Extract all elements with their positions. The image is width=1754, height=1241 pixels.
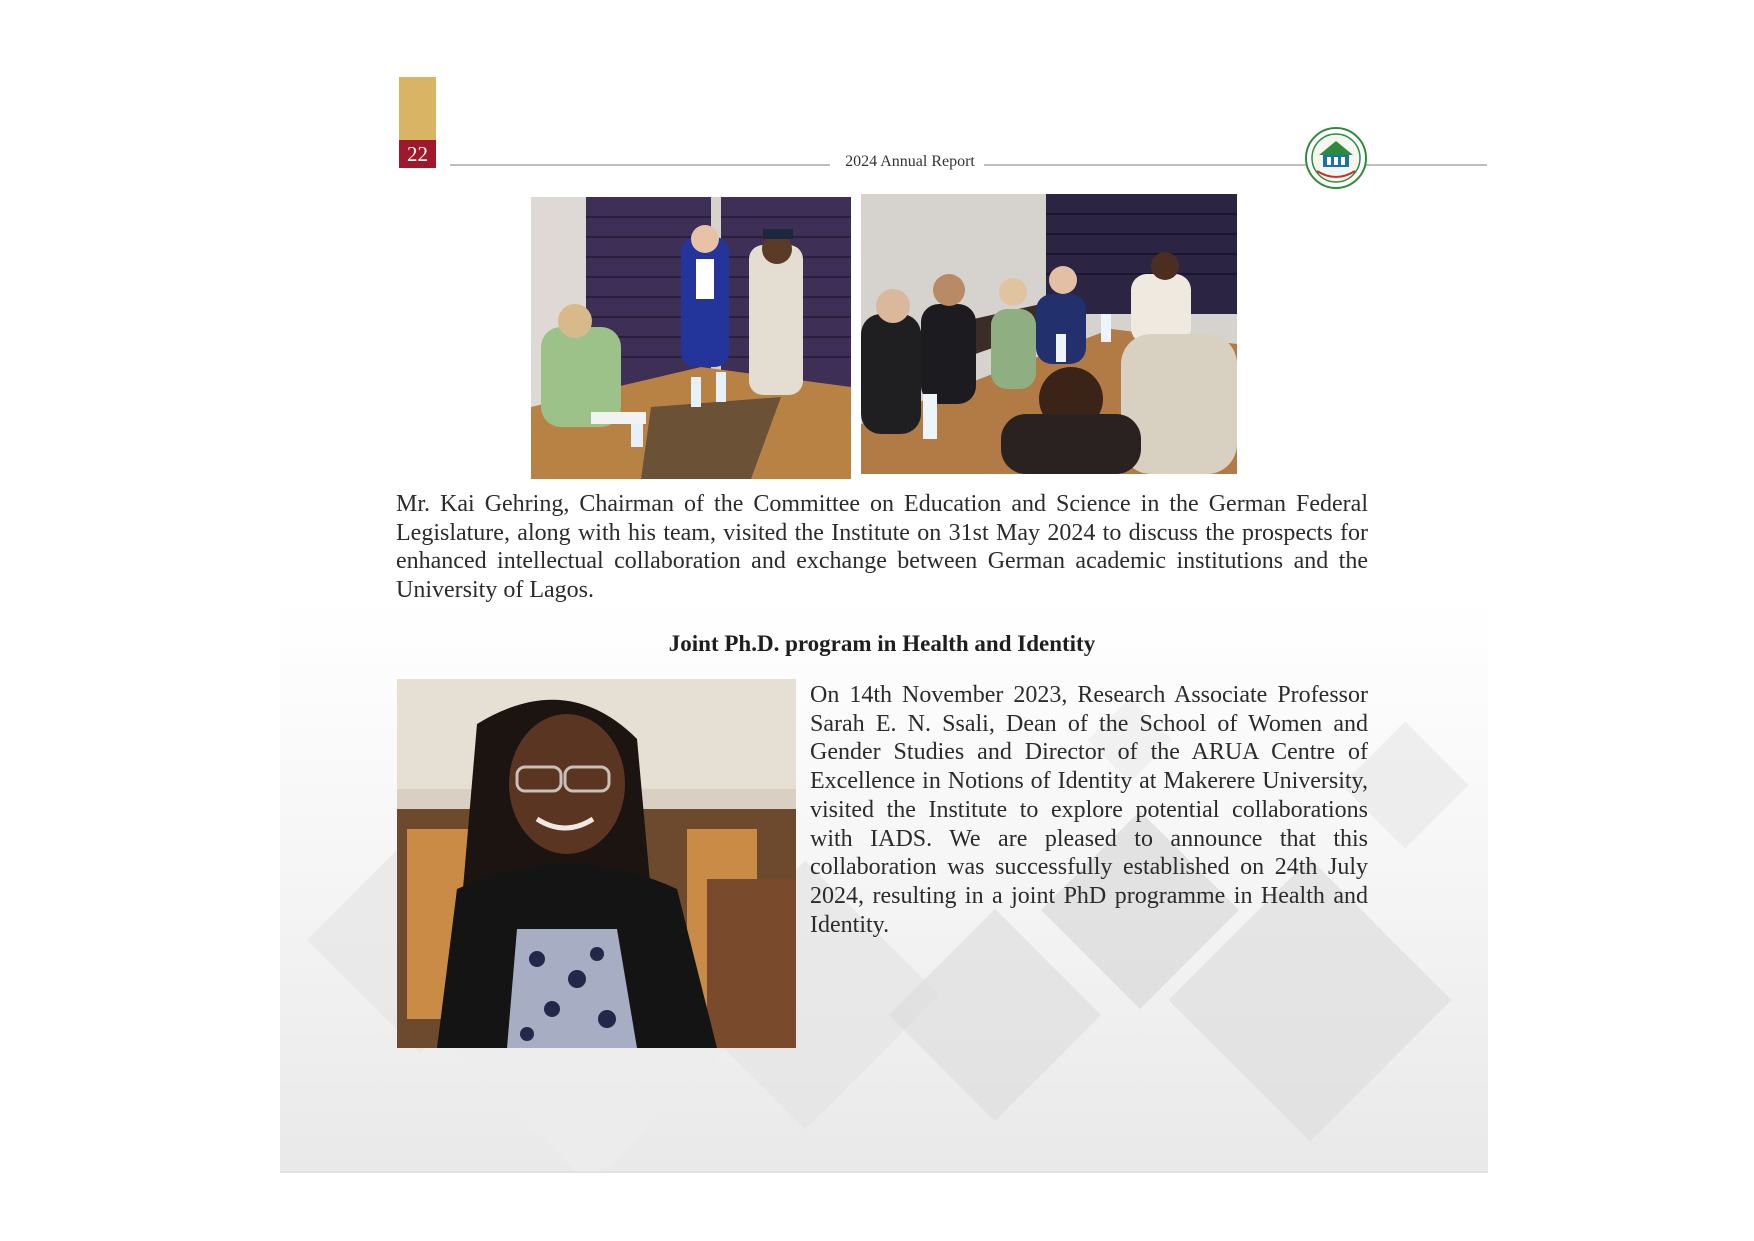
photo-caption: Mr. Kai Gehring, Chairman of the Committee on Education and Science in the German Federal Legislature, along with his team, visited the Institute on 31st May 2024 to discuss the prospects for enhanced intellectual collaboration and exchange between German academic institutions and the University of Lagos.: [396, 491, 1368, 603]
section-body: On 14th November 2023, Research Associate Professor Sarah E. N. Ssali, Dean of the School of Women and Gender Studies and Director of the ARUA Centre of Excellence in Notions of Identity at Makerere University, visited the Institute to explore potential collaborations with IADS. We are pleased to announce that this collaboration was successfully established on 24th July 2024, resulting in a joint PhD programme in Health and Identity.: [810, 682, 1368, 938]
photo-delegation-standing: [531, 197, 851, 479]
header-rule-left: [450, 164, 830, 166]
header-title: 2024 Annual Report: [845, 153, 975, 170]
photo-professor-portrait: [397, 679, 796, 1048]
header-rule-right: [984, 164, 1487, 166]
section-heading: Joint Ph.D. program in Health and Identity: [668, 631, 1096, 656]
bg-diamond: [889, 909, 1101, 1121]
bottom-rule: [280, 1171, 1488, 1173]
page-number: 22: [407, 142, 428, 166]
photo-delegation-seated: [861, 194, 1237, 474]
university-logo-icon: [1305, 127, 1367, 189]
